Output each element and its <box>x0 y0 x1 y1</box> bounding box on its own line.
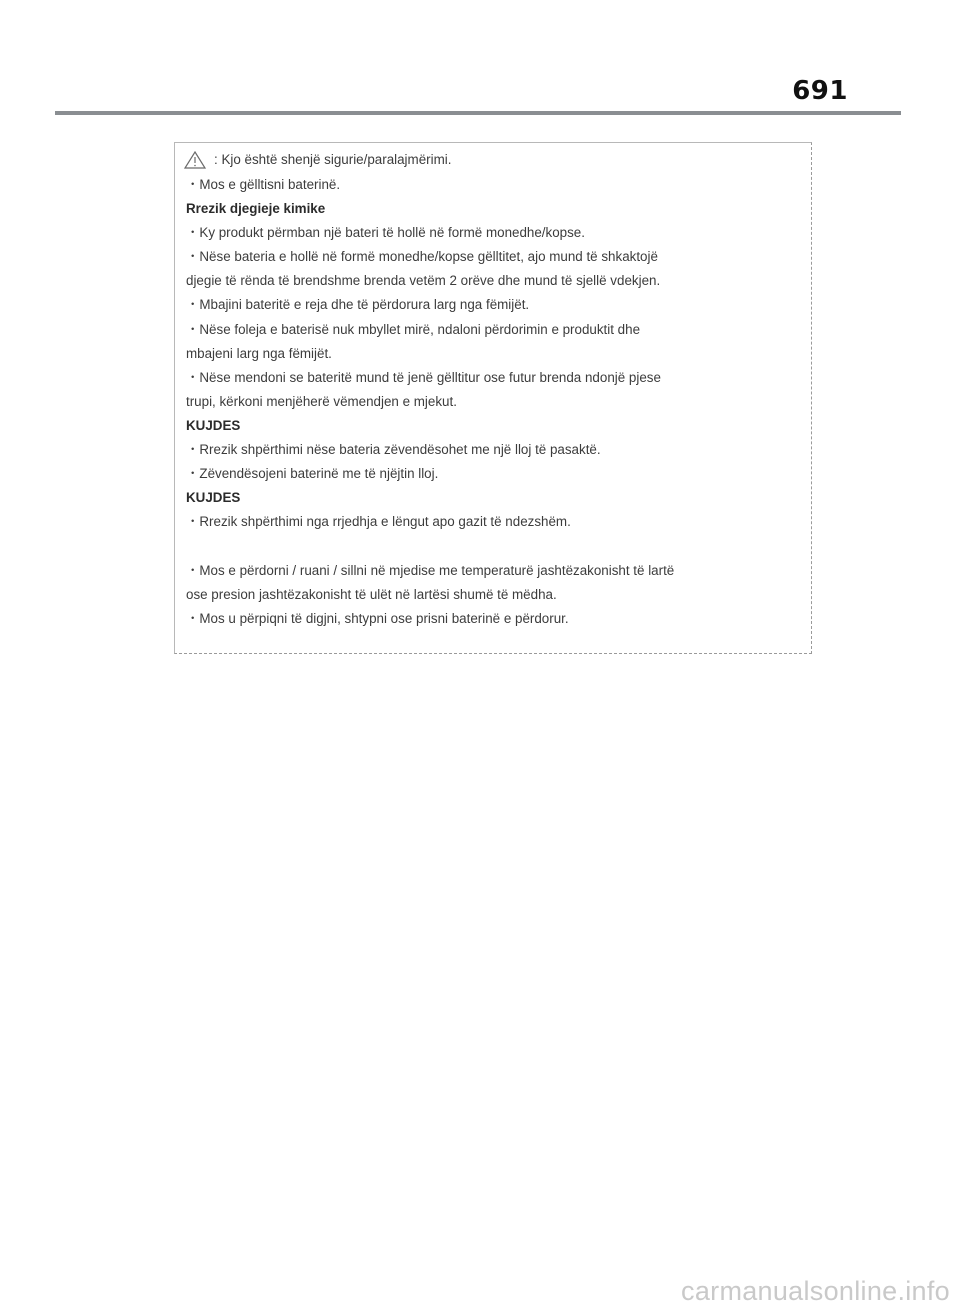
notice-line: ・Mbajini bateritë e reja dhe të përdorura larg nga fëmijët. <box>186 297 530 312</box>
notice-line: ・Nëse mendoni se bateritë mund të jenë gëlltitur ose futur brenda ndonjë pjese <box>186 370 661 385</box>
warning-triangle-icon <box>184 151 206 169</box>
notice-line: ・Mos e gëlltisni baterinë. <box>186 177 341 192</box>
notice-line: ・Nëse bateria e hollë në formë monedhe/kopse gëlltitet, ajo mund të shkaktojë <box>186 249 658 264</box>
header-divider <box>55 111 901 115</box>
notice-line: ・Mos e përdorni / ruani / sillni në mjedise me temperaturë jashtëzakonisht të lartë <box>186 563 675 578</box>
watermark-text: carmanualsonline.info <box>681 1276 950 1306</box>
notice-line: trupi, kërkoni menjëherë vëmendjen e mjekut. <box>186 394 457 409</box>
notice-line: ・Mos u përpiqni të digjni, shtypni ose prisni baterinë e përdorur. <box>186 611 569 626</box>
notice-line: djegie të rënda të brendshme brenda vetëm 2 orëve dhe mund të sjellë vdekjen. <box>186 273 661 288</box>
notice-line: mbajeni larg nga fëmijët. <box>186 346 332 361</box>
notice-line: ・Ky produkt përmban një bateri të hollë në formë monedhe/kopse. <box>186 225 585 240</box>
notice-line: ・Nëse foleja e baterisë nuk mbyllet mirë, ndaloni përdorimin e produktit dhe <box>186 322 641 337</box>
notice-heading-chemical-burn: Rrezik djegieje kimike <box>186 201 326 216</box>
notice-line: ・Rrezik shpërthimi nga rrjedhja e lëngut apo gazit të ndezshëm. <box>186 514 571 529</box>
notice-line: ・Zëvendësojeni baterinë me të njëjtin lloj. <box>186 466 439 481</box>
notice-heading-caution: KUJDES <box>186 418 241 433</box>
notice-line: ose presion jashtëzakonisht të ulët në lartësi shumë të mëdha. <box>186 587 557 602</box>
notice-intro-text: : Kjo është shenjë sigurie/paralajmërimi. <box>214 152 452 167</box>
notice-line: ・Rrezik shpërthimi nëse bateria zëvendësohet me një lloj të pasaktë. <box>186 442 601 457</box>
notice-heading-caution: KUJDES <box>186 490 241 505</box>
notice-intro-line <box>184 151 451 169</box>
page-number: 691 <box>792 76 848 106</box>
